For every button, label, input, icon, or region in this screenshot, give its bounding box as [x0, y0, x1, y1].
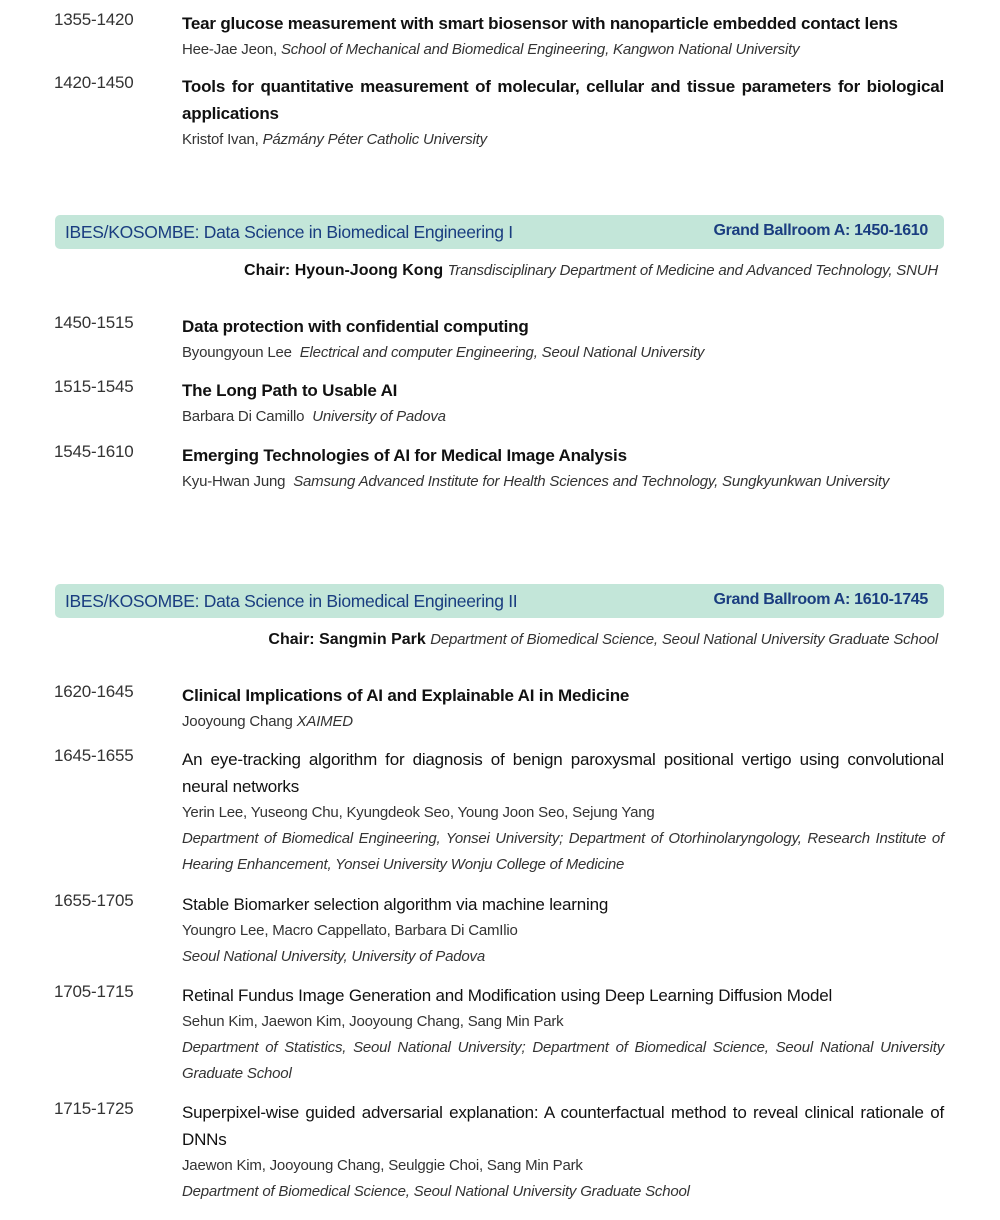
talk-authors: Youngro Lee, Macro Cappellato, Barbara Di CamIlio [182, 922, 518, 939]
talk-affiliation: Department of Biomedical Engineering, Yonsei University; Department of Otorhinolaryngology, Research Institute of Hearing Enhancement, Yonsei University Wonju College of Medicine [182, 830, 944, 873]
session-chair [244, 262, 938, 280]
talk-authors: Sehun Kim, Jaewon Kim, Jooyoung Chang, Sang Min Park [182, 1013, 564, 1030]
talk-affiliation: XAIMED [296, 713, 353, 730]
talk-affiliation: Seoul National University, University of Padova [182, 948, 485, 965]
talk-title: Superpixel-wise guided adversarial explanation: A counterfactual method to reveal clinical rationale of DNNs [182, 1103, 944, 1149]
talk-title: Retinal Fundus Image Generation and Modification using Deep Learning Diffusion Model [182, 986, 833, 1005]
talk-affiliation: School of Mechanical and Biomedical Engineering, Kangwon National University [280, 41, 800, 58]
talk-title: Stable Biomarker selection algorithm via machine learning [182, 895, 609, 914]
talk-author: Kristof Ivan, [182, 131, 259, 148]
talk-affiliation: University of Padova [312, 408, 446, 425]
talk-title: Emerging Technologies of AI for Medical Image Analysis [182, 446, 627, 465]
talk-time: 1515-1545 [54, 377, 134, 396]
talk-entry [54, 682, 944, 735]
talk-time: 1355-1420 [54, 10, 134, 29]
session-chair [268, 631, 938, 649]
talk-time: 1450-1515 [54, 313, 134, 332]
session-header [55, 584, 944, 618]
session-title: IBES/KOSOMBE: Data Science in Biomedical Engineering II [65, 591, 518, 611]
talk-time: 1705-1715 [54, 982, 134, 1001]
talk-author: Kyu-Hwan Jung [182, 473, 286, 490]
talk-entry [54, 73, 944, 153]
talk-affiliation: Samsung Advanced Institute for Health Sciences and Technology, Sungkyunkwan University [293, 473, 890, 490]
chair-affiliation: Transdisciplinary Department of Medicine and Advanced Technology, SNUH [447, 262, 938, 279]
talk-time: 1545-1610 [54, 442, 134, 461]
talk-entry [54, 746, 944, 878]
chair-name: Chair: Hyoun-Joong Kong [244, 262, 444, 279]
talk-authors: Jaewon Kim, Jooyoung Chang, Seulggie Choi, Sang Min Park [182, 1157, 583, 1174]
talk-title: Data protection with confidential computing [182, 317, 529, 336]
talk-entry [54, 1099, 944, 1205]
talk-title: Tear glucose measurement with smart biosensor with nanoparticle embedded contact lens [182, 14, 898, 33]
talk-entry [54, 891, 944, 970]
talk-title: Clinical Implications of AI and Explainable AI in Medicine [182, 686, 630, 705]
talk-entry [54, 10, 944, 63]
talk-affiliation: Pázmány Péter Catholic University [262, 131, 487, 148]
talk-entry [54, 377, 944, 430]
session-title: IBES/KOSOMBE: Data Science in Biomedical Engineering I [65, 222, 513, 242]
talk-time: 1420-1450 [54, 73, 134, 92]
talk-entry [54, 982, 944, 1087]
talk-author: Hee-Jae Jeon, [182, 41, 277, 58]
talk-affiliation: Department of Biomedical Science, Seoul National University Graduate School [182, 1183, 690, 1200]
talk-entry [54, 313, 944, 366]
talk-title: Tools for quantitative measurement of molecular, cellular and tissue parameters for biological applications [182, 77, 944, 123]
session-room: Grand Ballroom A: 1450-1610 [713, 222, 928, 239]
chair-affiliation: Department of Biomedical Science, Seoul National University Graduate School [430, 631, 938, 648]
session-room: Grand Ballroom A: 1610-1745 [713, 591, 928, 608]
talk-authors: Yerin Lee, Yuseong Chu, Kyungdeok Seo, Young Joon Seo, Sejung Yang [182, 804, 655, 821]
talk-author: Barbara Di Camillo [182, 408, 305, 425]
chair-name: Chair: Sangmin Park [268, 631, 426, 648]
talk-author: Byoungyoun Lee [182, 344, 292, 361]
talk-title: An eye-tracking algorithm for diagnosis of benign paroxysmal positional vertigo using convolutional neural networks [182, 750, 944, 796]
talk-time: 1620-1645 [54, 682, 134, 701]
talk-affiliation: Department of Statistics, Seoul National University; Department of Biomedical Science, Seoul National University Graduate School [182, 1039, 944, 1082]
talk-time: 1715-1725 [54, 1099, 134, 1118]
talk-title: The Long Path to Usable AI [182, 381, 398, 400]
talk-time: 1655-1705 [54, 891, 134, 910]
talk-time: 1645-1655 [54, 746, 134, 765]
talk-entry [54, 442, 944, 495]
talk-author: Jooyoung Chang [182, 713, 293, 730]
session-header [55, 215, 944, 249]
talk-affiliation: Electrical and computer Engineering, Seoul National University [299, 344, 705, 361]
